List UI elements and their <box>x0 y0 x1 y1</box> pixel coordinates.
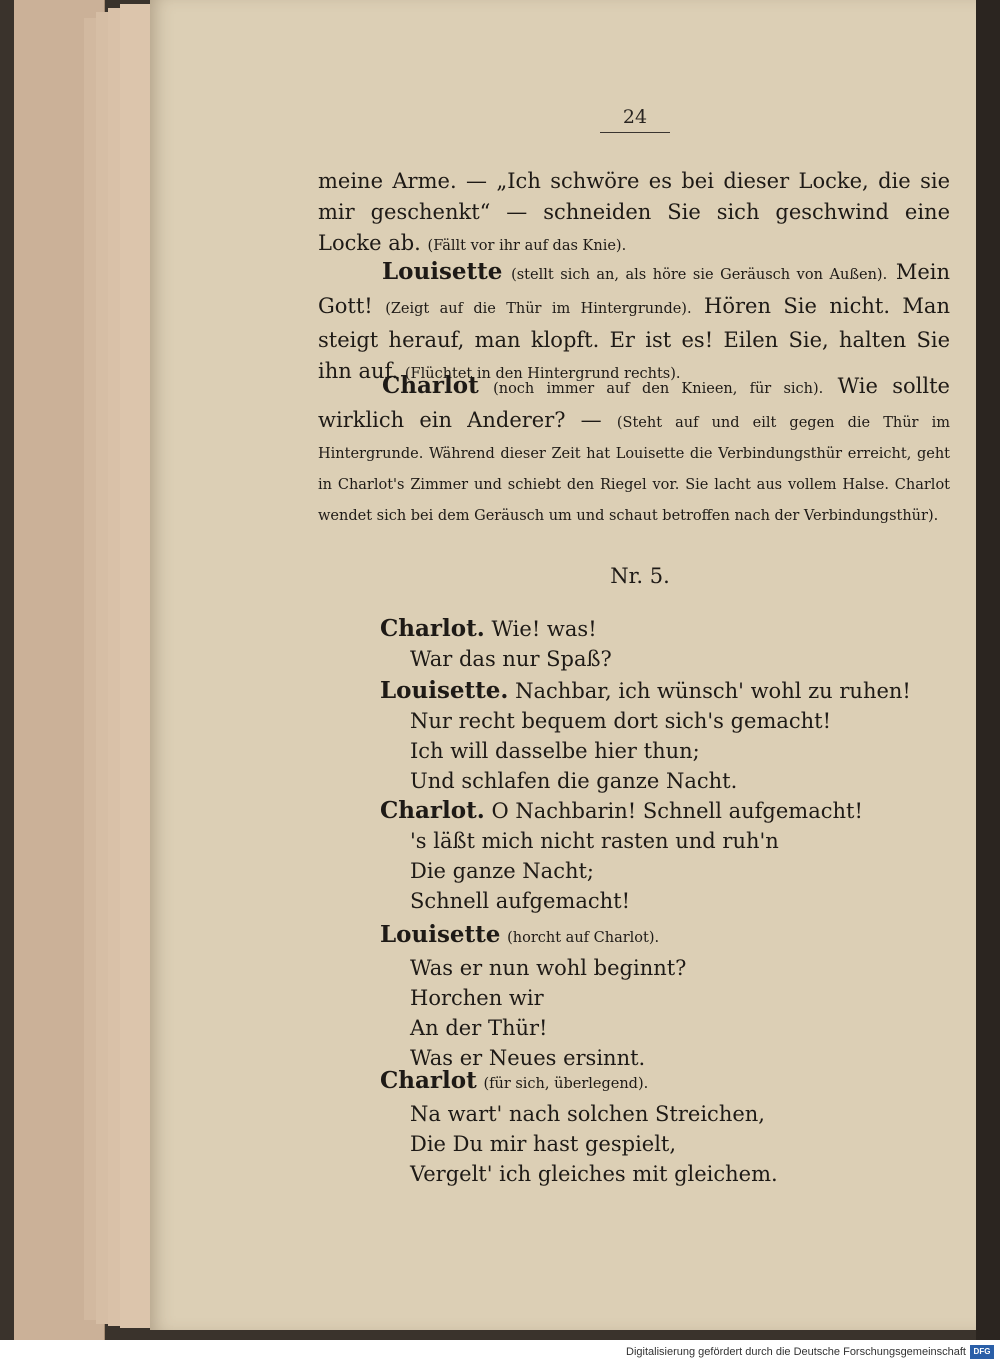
verse-line: Wie! was! <box>491 617 597 641</box>
verse-line: War das nur Spaß? <box>410 647 612 671</box>
speaker-name: Charlot <box>382 372 479 399</box>
verse-block <box>380 614 960 674</box>
funding-credit: Digitalisierung gefördert durch die Deutsche Forschungsgemeinschaft <box>626 1346 966 1358</box>
speaker-name: Louisette <box>382 258 503 285</box>
prose-line: mir geschenkt“ — schneiden Sie sich geschwind eine Locke <box>318 200 950 255</box>
stage-direction: (stellt sich an, als höre sie Geräusch von Außen). <box>511 267 888 283</box>
stage-direction: (horcht auf Charlot). <box>507 930 660 946</box>
scan-margin-right <box>976 0 1000 1340</box>
prose-line: meine Arme. — „Ich schwöre es bei dieser Locke, die sie <box>318 169 950 193</box>
prose-paragraph-1 <box>318 166 950 262</box>
speaker-name: Charlot <box>380 1067 477 1094</box>
stage-direction: (Steht auf und eilt gegen die Thür im Hintergrunde. Während dieser Zeit hat Louisette die Verbindungsthür erreicht, geht in Charlot's Zimmer und schiebt den Riegel vor. Sie lacht aus vollem Halse. Charlot wendet sich bei dem Geräusch um und schaut betroffen nach der Verbindungsthür). <box>318 415 950 524</box>
verse-line: Und schlafen die ganze Nacht. <box>410 769 738 793</box>
page-number: 24 <box>622 106 648 128</box>
verse-line: 's läßt mich nicht rasten und ruh'n <box>410 829 779 853</box>
dfg-logo-icon: DFG <box>970 1345 994 1359</box>
verse-line: Was er Neues ersinnt. <box>410 1046 646 1070</box>
stage-direction: (für sich, überlegend). <box>483 1076 649 1092</box>
page-number-rule <box>600 132 670 133</box>
verse-line: Na wart' nach solchen Streichen, <box>410 1102 765 1126</box>
dialogue-text: Hören Sie nicht. Man steigt herauf, man klopft. Er ist es! Eilen Sie, halten Sie ihn auf. <box>318 294 950 383</box>
verse-line: An der Thür! <box>410 1016 548 1040</box>
dialogue-text: Mein Gott! <box>318 260 950 318</box>
stage-direction: (Fällt vor ihr auf das Knie). <box>427 238 627 254</box>
prose-line: ab. <box>388 231 421 255</box>
stage-direction: (Flüchtet in den Hintergrund rechts). <box>404 366 681 382</box>
verse-line: Nur recht bequem dort sich's gemacht! <box>410 709 832 733</box>
speaker-name: Louisette <box>380 921 501 948</box>
footer-bar <box>0 1340 1000 1365</box>
verse-line: Nachbar, ich wünsch' wohl zu ruhen! <box>515 679 911 703</box>
stage-direction: (Zeigt auf die Thür im Hintergrunde). <box>385 301 692 317</box>
verse-line: Was er nun wohl beginnt? <box>410 956 687 980</box>
dialogue-text: Wie sollte wirklich ein Anderer? — <box>318 374 950 432</box>
verse-line: Vergelt' ich gleiches mit gleichem. <box>410 1162 778 1186</box>
speaker-name: Charlot. <box>380 615 485 642</box>
verse-line: O Nachbarin! Schnell aufgemacht! <box>491 799 863 823</box>
stage-direction: (noch immer auf den Knieen, für sich). <box>493 381 824 397</box>
verse-line: Die ganze Nacht; <box>410 859 595 883</box>
verse-block <box>380 920 960 1073</box>
page-stack-edge <box>120 4 151 1328</box>
verse-line: Schnell aufgemacht! <box>410 889 631 913</box>
verse-block <box>380 1066 960 1189</box>
speaker-name: Louisette. <box>380 677 509 704</box>
verse-line: Die Du mir hast gespielt, <box>410 1132 677 1156</box>
verse-line: Ich will dasselbe hier thun; <box>410 739 700 763</box>
section-heading: Nr. 5. <box>610 564 670 588</box>
prose-paragraph-3 <box>318 370 950 529</box>
verse-block <box>380 796 960 916</box>
verse-line: Horchen wir <box>410 986 544 1010</box>
speaker-name: Charlot. <box>380 797 485 824</box>
verse-block <box>380 676 960 796</box>
